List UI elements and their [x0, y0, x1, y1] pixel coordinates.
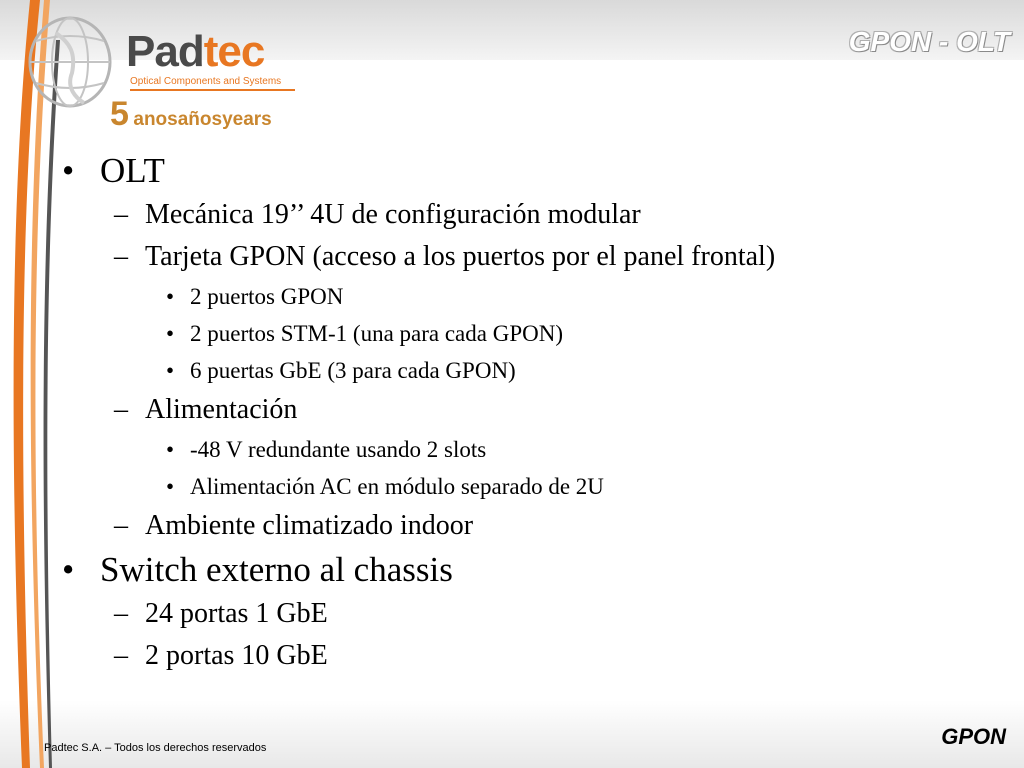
bullet-text: Mecánica 19’’ 4U de configuración modular	[145, 199, 641, 230]
slide-body	[56, 148, 996, 677]
bullet-item-level1	[56, 148, 996, 194]
bullet-item-level2	[56, 505, 996, 547]
padtec-logo	[18, 5, 298, 133]
bullet-item-level2	[56, 389, 996, 431]
bullet-text: Alimentación AC en módulo separado de 2U	[190, 474, 604, 499]
bullet-icon: •	[62, 550, 75, 589]
bullet-text: Tarjeta GPON (acceso a los puertos por el panel frontal)	[145, 241, 776, 272]
bullet-icon: •	[62, 151, 75, 190]
bullet-text: 24 portas 1 GbE	[145, 598, 328, 629]
anniversary-words: anosañosyears	[133, 109, 272, 130]
bullet-item-level3	[56, 315, 996, 352]
logo-brand	[126, 27, 264, 77]
bullet-text: OLT	[100, 151, 165, 190]
anniversary-number: 5	[110, 95, 129, 133]
slide-header-title: GPON - OLT	[848, 26, 1010, 57]
bullet-item-level1	[56, 547, 996, 593]
bullet-item-level3	[56, 468, 996, 505]
bullet-text: Switch externo al chassis	[100, 550, 453, 589]
logo-anniversary	[110, 95, 272, 134]
dash-icon: –	[114, 640, 128, 671]
bullet-item-level2	[56, 593, 996, 635]
dash-icon: –	[114, 199, 128, 230]
dash-icon: –	[114, 598, 128, 629]
bullet-item-level2	[56, 236, 996, 278]
bullet-text: -48 V redundante usando 2 slots	[190, 437, 487, 462]
bullet-icon: •	[166, 474, 175, 499]
bullet-icon: •	[166, 284, 175, 309]
dash-icon: –	[114, 510, 128, 541]
bullet-text: 2 puertos STM-1 (una para cada GPON)	[190, 321, 564, 346]
logo-tagline: Optical Components and Systems	[130, 76, 282, 87]
bullet-item-level2	[56, 635, 996, 677]
bullet-item-level3	[56, 278, 996, 315]
dash-icon: –	[114, 394, 128, 425]
bullet-item-level3	[56, 431, 996, 468]
bullet-icon: •	[166, 321, 175, 346]
globe-icon	[26, 13, 114, 111]
footer-copyright: Padtec S.A. – Todos los derechos reservados	[44, 742, 267, 754]
bullet-text: Ambiente climatizado indoor	[145, 510, 474, 541]
bullet-icon: •	[166, 437, 175, 462]
bullet-text: 6 puertas GbE (3 para cada GPON)	[190, 358, 516, 383]
bullet-text: Alimentación	[145, 394, 298, 425]
bullet-icon: •	[166, 358, 175, 383]
logo-brand-pad: Pad	[126, 27, 204, 76]
logo-divider	[130, 89, 295, 91]
bullet-item-level3	[56, 352, 996, 389]
logo-brand-tec: tec	[203, 27, 265, 76]
bullet-text: 2 portas 10 GbE	[145, 640, 328, 671]
bullet-item-level2	[56, 194, 996, 236]
bullet-text: 2 puertos GPON	[190, 284, 344, 309]
footer-tag: GPON	[941, 724, 1006, 749]
dash-icon: –	[114, 241, 128, 272]
